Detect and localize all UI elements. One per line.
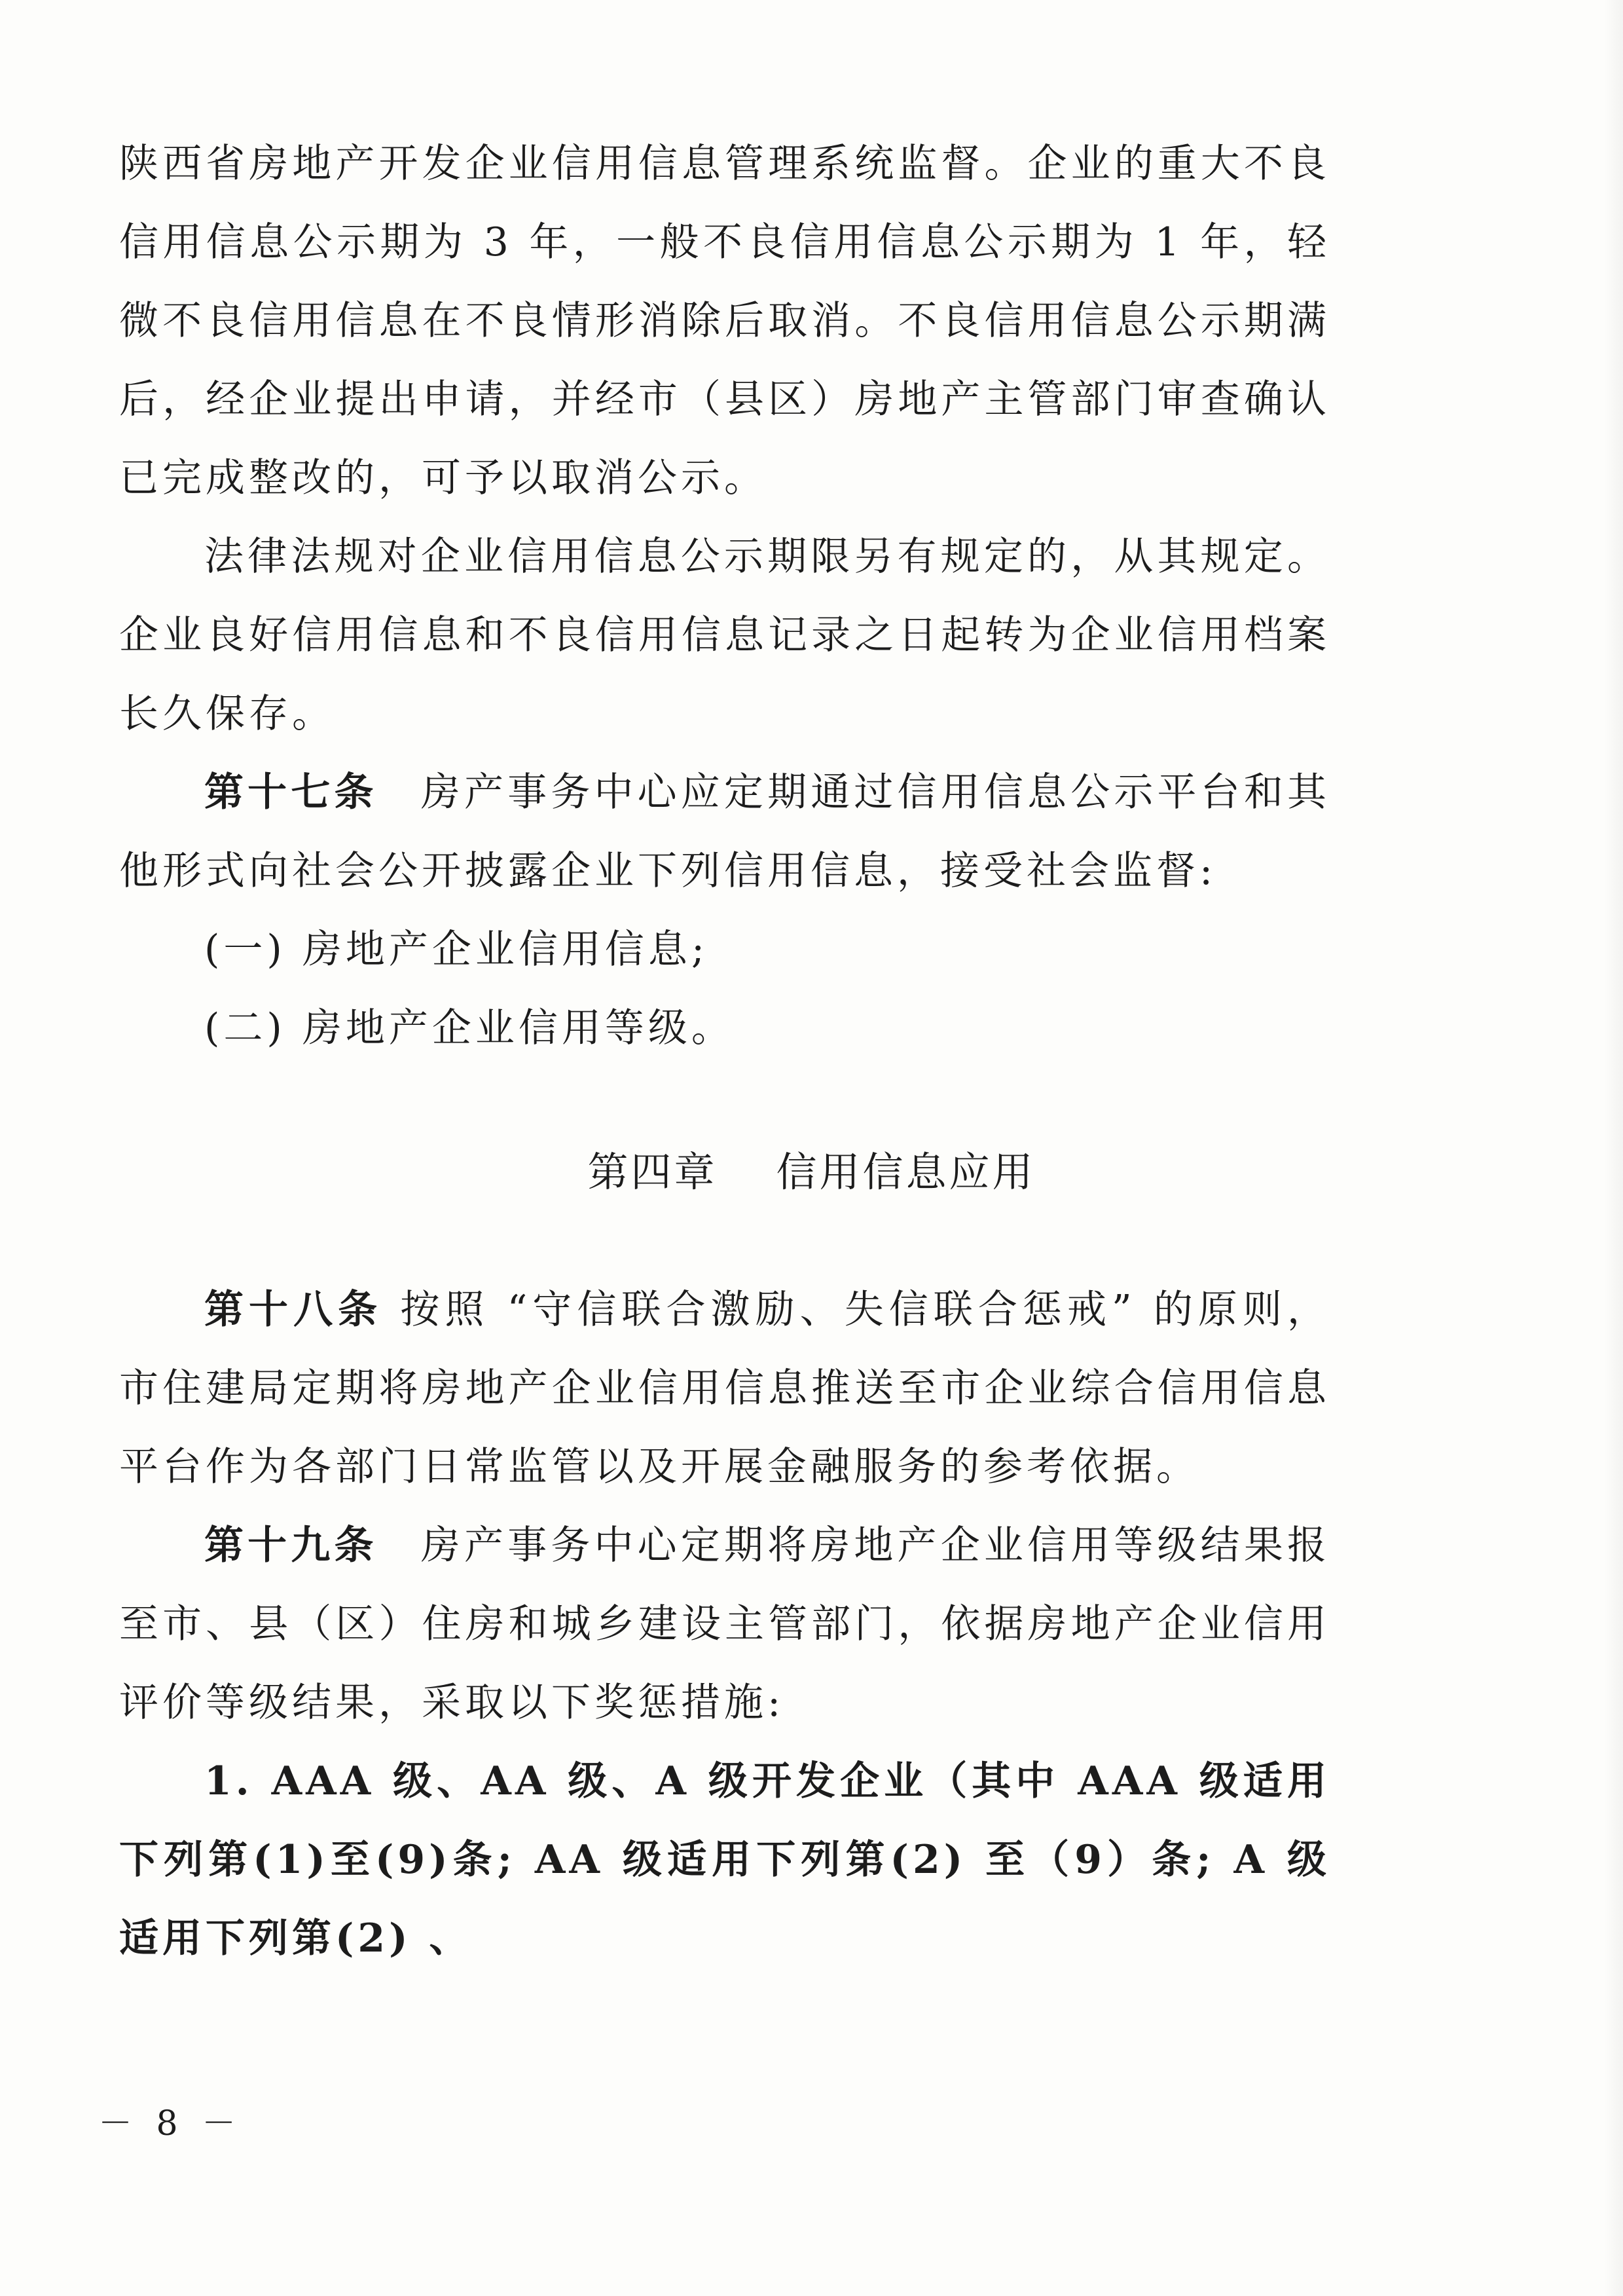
paragraph-publicity-period: 法律法规对企业信用信息公示期限另有规定的，从其规定。企业良好信用信息和不良信用信息记录之日起转为企业信用档案长久保存。 — [119, 534, 1330, 737]
article-17-item-2: (二) 房地产企业信用等级。 — [204, 1005, 735, 1051]
article-17-item-1: (一) 房地产企业信用信息; — [204, 927, 709, 972]
article-19-label: 第十九条 — [204, 1523, 378, 1568]
chapter-number: 第四章 — [587, 1148, 718, 1196]
article-17-text: 房产事务中心应定期通过信用信息公示平台和其他形式向社会公开披露企业下列信用信息，接受社会监督: — [119, 769, 1330, 894]
article-17 — [119, 753, 1330, 910]
article-18 — [119, 1270, 1330, 1506]
chapter-title: 信用信息应用 — [776, 1148, 1036, 1196]
scan-edge — [1603, 0, 1623, 2296]
chapter-heading — [0, 1139, 1623, 1198]
list-item-1: 1. AAA 级、AA 级、A 级开发企业（其中 AAA 级适用下列第(1)至(9)条; AA 级适用下列第(2) 至（9）条; A 级适用下列第(2) 、 — [119, 1758, 1330, 1961]
article-18-label: 第十八条 — [204, 1287, 383, 1333]
article-19 — [119, 1506, 1330, 1742]
article-18-text: 按照 “守信联合激励、失信联合惩戒” 的原则，市住建局定期将房地产企业信用信息推送至市企业综合信用信息平台作为各部门日常监管以及开展金融服务的参考依据。 — [119, 1287, 1330, 1490]
article-19-text: 房产事务中心定期将房地产企业信用等级结果报至市、县（区）住房和城乡建设主管部门，依据房地产企业信用评价等级结果，采取以下奖惩措施: — [119, 1523, 1330, 1726]
paragraph-continuation: 陕西省房地产开发企业信用信息管理系统监督。企业的重大不良信用信息公示期为 3 年，一般不良信用信息公示期为 1 年，轻微不良信用信息在不良情形消除后取消。不良信用信息公示期满后，经企业提出申请，并经市（县区）房地产主管部门审查确认已完成整改的，可予以取消公示。 — [119, 141, 1330, 501]
article-17-label: 第十七条 — [204, 769, 378, 815]
page-number: － 8 － — [98, 2104, 243, 2143]
